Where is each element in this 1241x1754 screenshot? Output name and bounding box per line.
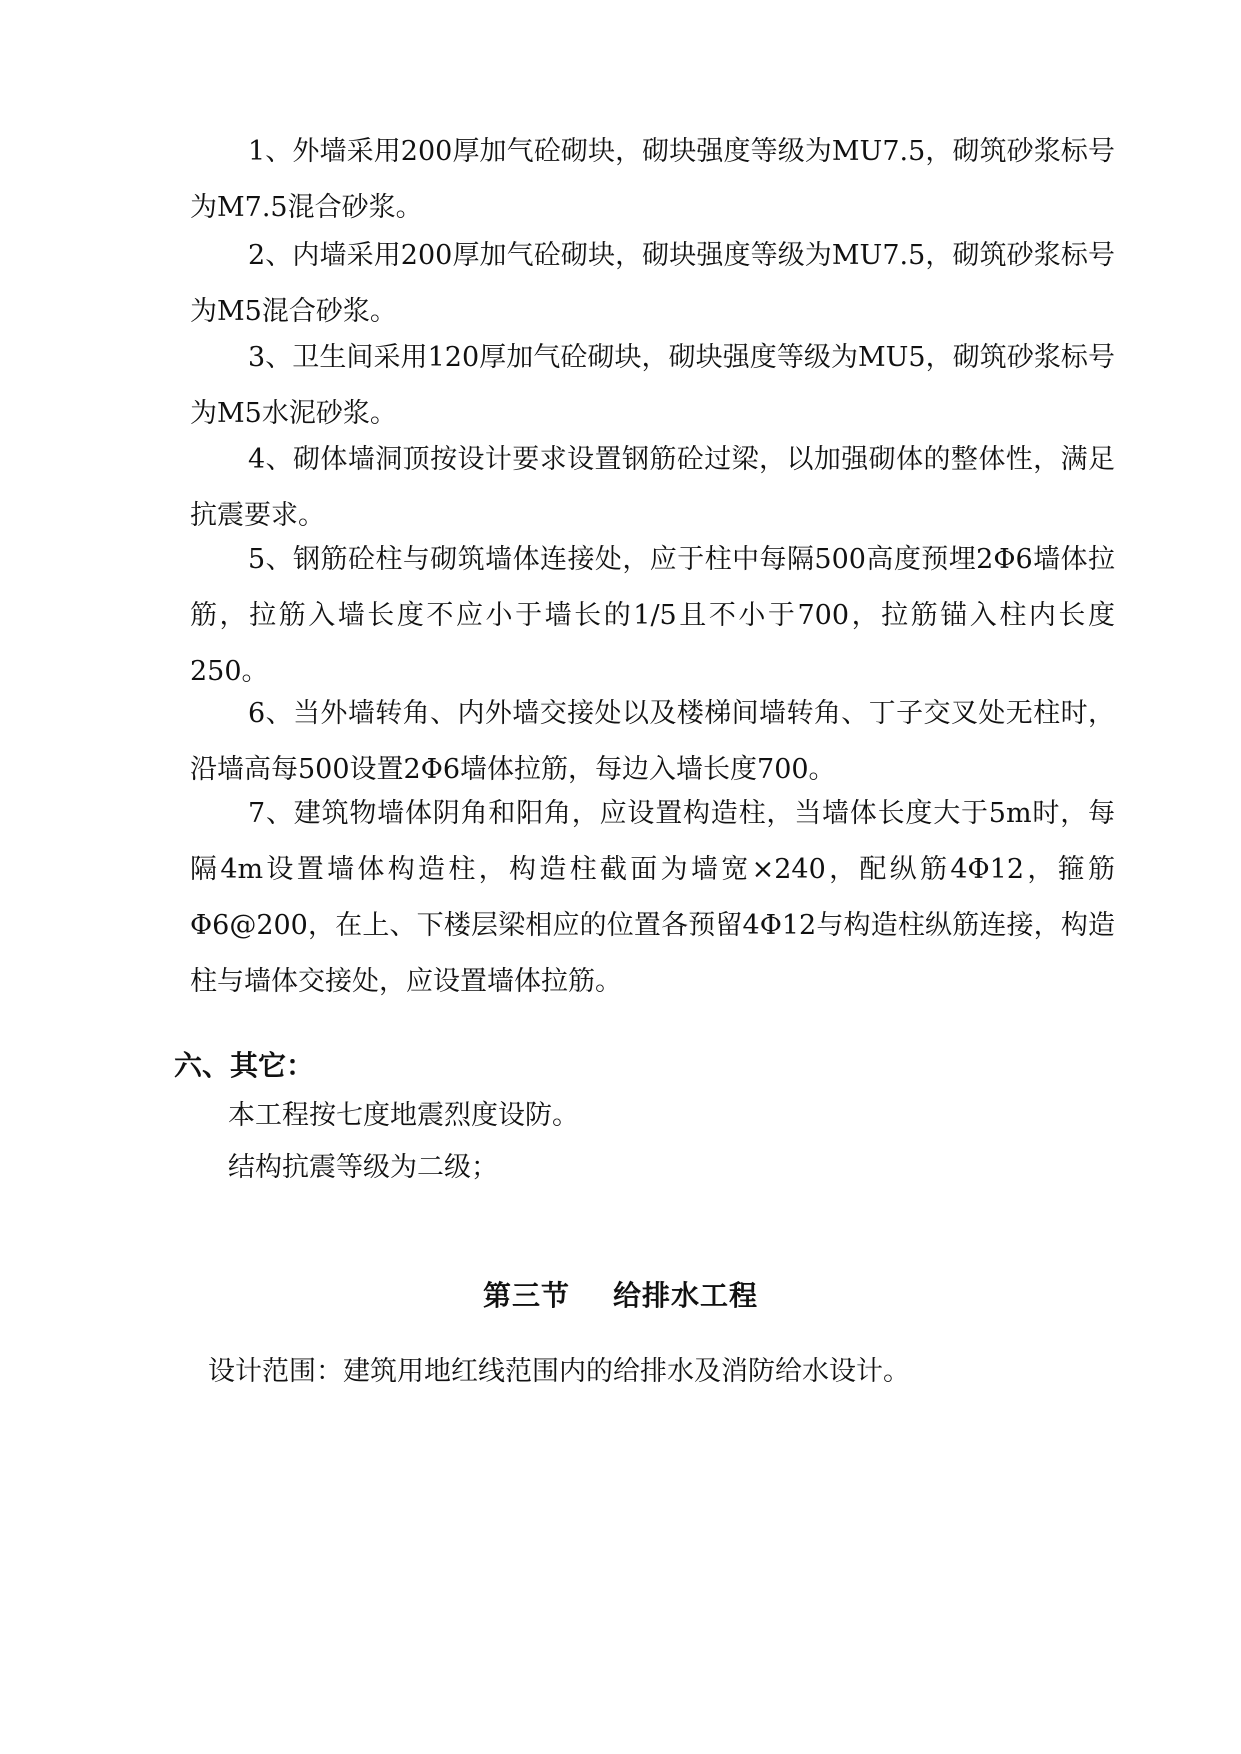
paragraph-4: 4、砌体墙洞顶按设计要求设置钢筋砼过梁，以加强砌体的整体性，满足抗震要求。 [190, 444, 1115, 531]
paragraph-1: 1、外墙采用200厚加气砼砌块，砌块强度等级为MU7.5，砌筑砂浆标号为M7.5混合砂浆。 [190, 136, 1115, 223]
paragraph-3: 3、卫生间采用120厚加气砼砌块，砌块强度等级为MU5，砌筑砂浆标号为M5水泥砂浆。 [190, 342, 1115, 429]
section-six-line-1: 本工程按七度地震烈度设防。 [228, 1100, 579, 1131]
section-three-title: 第三节 给排水工程 [483, 1279, 758, 1312]
design-scope-text: 设计范围：建筑用地红线范围内的给排水及消防给水设计。 [208, 1356, 910, 1387]
paragraph-7: 7、建筑物墙体阴角和阳角，应设置构造柱，当墙体长度大于5m时，每隔4m设置墙体构造柱，构造柱截面为墙宽×240，配纵筋4Φ12，箍筋Φ6@200，在上、下楼层梁相应的位置各预留4Φ12与构造柱纵筋连接，构造柱与墙体交接处，应设置墙体拉筋。 [190, 798, 1115, 997]
paragraph-5: 5、钢筋砼柱与砌筑墙体连接处，应于柱中每隔500高度预埋2Φ6墙体拉筋，拉筋入墙长度不应小于墙长的1/5且不小于700，拉筋锚入柱内长度250。 [190, 544, 1115, 687]
paragraph-2: 2、内墙采用200厚加气砼砌块，砌块强度等级为MU7.5，砌筑砂浆标号为M5混合砂浆。 [190, 240, 1115, 327]
section-six-line-2: 结构抗震等级为二级； [228, 1152, 498, 1183]
paragraph-6: 6、当外墙转角、内外墙交接处以及楼梯间墙转角、丁子交叉处无柱时，沿墙高每500设置2Φ6墙体拉筋，每边入墙长度700。 [190, 698, 1115, 785]
section-six-heading: 六、其它： [174, 1049, 315, 1082]
